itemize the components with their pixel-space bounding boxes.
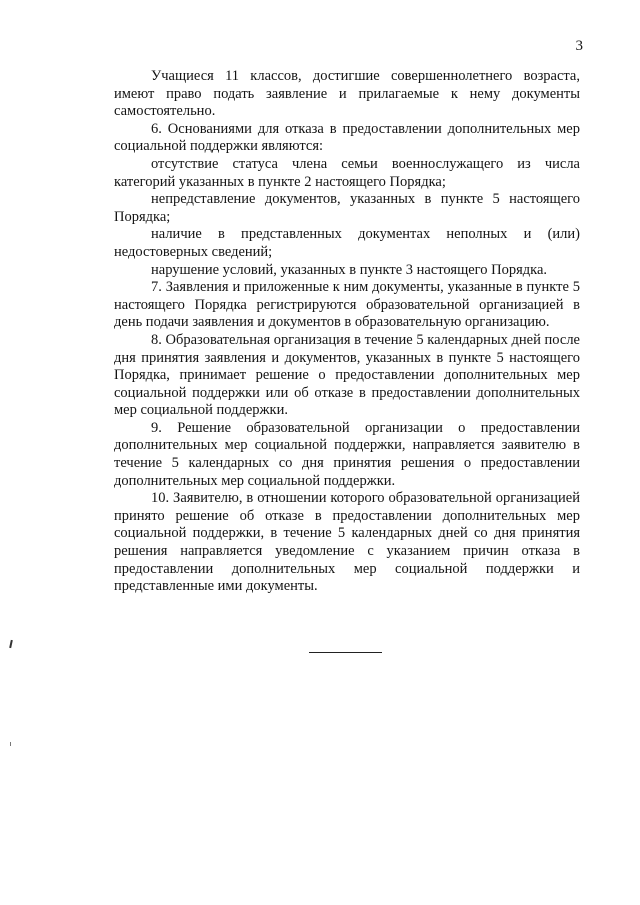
scan-artifact-dot <box>10 742 11 746</box>
paragraph-ground-missing-documents: непредставление документов, указанных в пункте 5 настоящего Порядка; <box>114 191 580 225</box>
paragraph-ground-incomplete-data: наличие в представленных документах неполных и (или) недостоверных сведений; <box>114 226 580 260</box>
paragraph-ground-violation: нарушение условий, указанных в пункте 3 настоящего Порядка. <box>151 261 548 278</box>
paragraph-adult-students: Учащиеся 11 классов, достигшие совершеннолетнего возраста, имеют право подать заявление и прилагаемые к нему документы самостоятельно. <box>114 68 580 120</box>
paragraph-item-6: 6. Основаниями для отказа в предоставлении дополнительных мер социальной поддержки являются: <box>114 120 580 155</box>
paragraph-ground-no-status: отсутствие статуса члена семьи военнослужащего из числа категорий указанных в пункте 2 настоящего Порядка; <box>114 155 580 190</box>
scan-artifact-mark <box>9 640 13 648</box>
paragraph-item-10: 10. Заявителю, в отношении которого образовательной организацией принято решение об отказе в предоставлении дополнительных мер социальной поддержки, в течение 5 календарных дней со дня принятия решения направляется уведомление с указанием причин отказа в предоставлении дополнительных мер социальной поддержки и представленные ими документы. <box>114 490 580 595</box>
end-separator-line <box>309 652 382 653</box>
page-number: 3 <box>575 38 583 54</box>
document-body <box>114 68 580 596</box>
paragraph-item-9: 9. Решение образовательной организации о предоставлении дополнительных мер социальной поддержки, направляется заявителю в течение 5 календарных со дня принятия решения о предоставлении дополнительных мер социальной поддержки. <box>114 419 580 489</box>
paragraph-item-7: 7. Заявления и приложенные к ним документы, указанные в пункте 5 настоящего Порядка регистрируются образовательной организацией в день подачи заявления и документов в образовательную организацию. <box>114 279 580 331</box>
paragraph-item-8: 8. Образовательная организация в течение 5 календарных дней после дня принятия заявления и документов, указанных в пункте 5 настоящего Порядка, принимает решение о предоставлении дополнительных мер социальной поддержки или об отказе в предоставлении дополнительных мер социальной поддержки. <box>114 331 580 419</box>
